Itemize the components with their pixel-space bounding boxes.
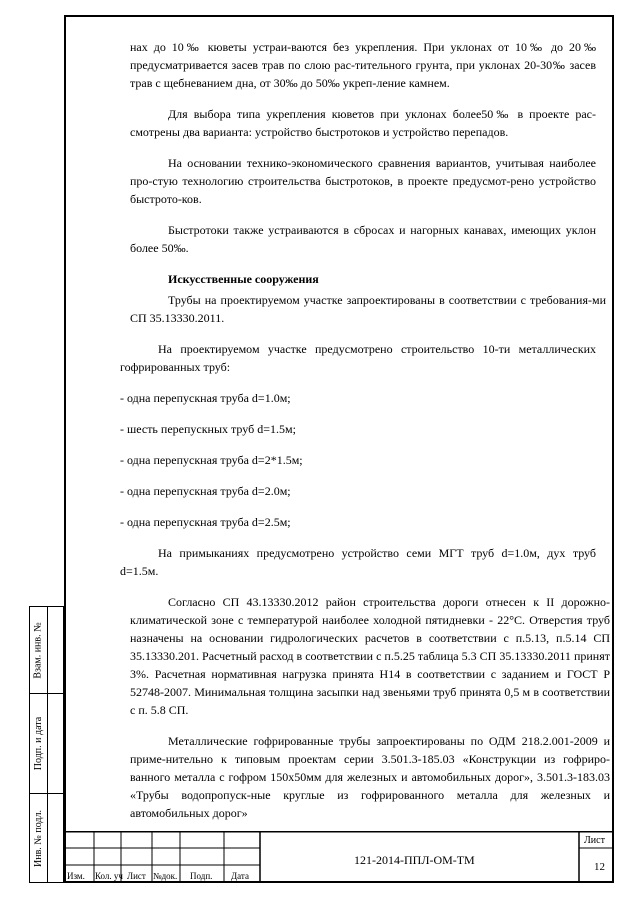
paragraph-fast-channels: Быстротоки также устраиваются в сбросах и нагорных канавах, имеющих уклон более 50‰. [130,223,596,255]
paragraph-reinforcement-options: Для выбора типа укрепления кюветов при уклонах более50‰ в проекте рас-смотрены два варианта: устройство быстротоков и устройство перепадов. [130,107,596,139]
list-item: - одна перепускная труба d=1.0м; [120,391,291,405]
document-body [120,38,610,822]
col-kol-uch: Кол. уч [95,871,123,881]
list-item: - одна перепускная труба d=2.0м; [120,484,291,498]
title-block [64,831,614,883]
col-data: Дата [231,871,249,881]
paragraph-comparison: На основании технико-экономического сравнения вариантов, учитывая наиболее про-стую технологию строительства быстротоков, в проекте предусмот-рено устройство быстрото-ков. [130,156,596,206]
side-stamp-row-vzam [29,606,64,694]
side-stamp-row-podp [29,693,64,794]
paragraph-climate-calc: Согласно СП 43.13330.2012 район строительства дороги отнесен к II дорожно-климатической зоне с температурой наиболее холодной пятидневки - 22°С. Отверстия труб назначены на основании гидрологических расчетов в соответствии с п.5.13, п.5.14 СП 35.13330.201. Расчетный расход в соответствии с п.5.25 таблица 5.3 СП 35.13330.2011 принят 3%. Расчетная нормативная нагрузка принята Н14 в соответствии с заданием и ГОСТ Р 52748-2007. Минимальная толщина засыпки над звеньями труб принята 0,5 м в соответствии с п. 5.8 СП. [130,595,610,717]
document-code: 121-2014-ППЛ-ОМ-ТМ [354,853,475,867]
side-label-vzam: Взам. инв. № [33,621,45,679]
paragraph-drainage-slopes: нах до 10‰ кюветы устраи-ваются без укрепления. При уклонах от 10‰ до 20‰ предусматривается засев трав по слою рас-тительного грунта, при уклонах 20-30‰ засев трав с щебневанием дна, от 30‰ до 50‰ укреп-ление камнем. [130,40,596,90]
col-podp: Подп. [190,871,213,881]
side-stamp [29,606,64,883]
col-ndok: №док. [153,871,178,881]
title-block-grid [64,831,614,883]
list-item: - шесть перепускных труб d=1.5м; [120,422,296,436]
paragraph-pipes-norms: Трубы на проектируемом участке запроектированы в соответствии с требования-ми СП 35.13330.2011. [130,293,606,325]
section-heading: Искусственные сооружения [168,272,319,286]
sheet-label: Лист [584,835,605,846]
side-label-podp: Подп. и дата [33,716,44,771]
side-label-inv: Инв. № подл. [33,809,45,867]
list-item: - одна перепускная труба d=2.5м; [120,515,291,529]
side-stamp-row-inv [29,793,64,883]
pipe-list [120,389,596,531]
sheet-number: 12 [594,861,605,873]
paragraph-pipes-count: На проектируемом участке предусмотрено строительство 10-ти металлических гофрированных труб: [120,342,596,374]
list-item: - одна перепускная труба d=2*1.5м; [120,453,303,467]
paragraph-corrugated-pipes: Металлические гофрированные трубы запроектированы по ОДМ 218.2.001-2009 и приме-нительно к типовым проектам серии 3.501.3-185.03 «Конструкции из гофриро-ванного металла с гофром 150х50мм для железных и автомобильных дорог», 3.501.3-183.03 «Трубы водопропуск-ные круглые из гофрированного металла для железных и автомобильных дорог» [130,734,610,820]
col-list: Лист [127,871,146,881]
paragraph-junctions: На примыканиях предусмотрено устройство семи МГТ труб d=1.0м, дух труб d=1.5м. [120,546,596,578]
col-izm: Изм. [67,871,85,881]
